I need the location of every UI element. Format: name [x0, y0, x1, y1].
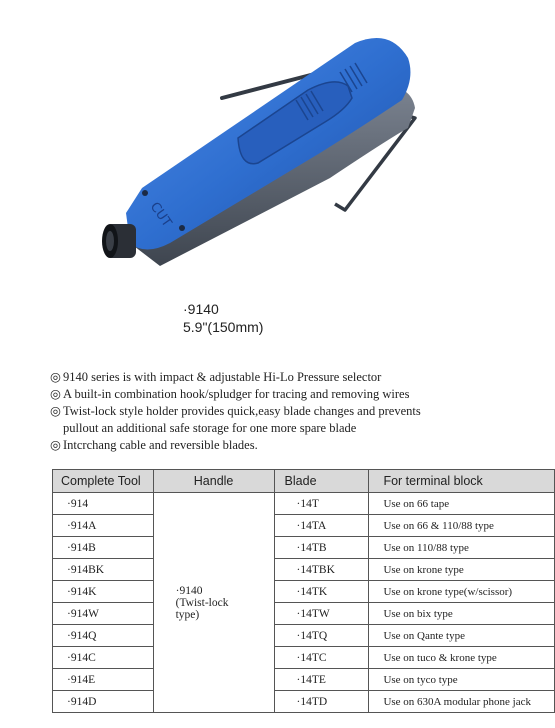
cell-blade: ·14T — [274, 493, 369, 515]
cell-terminal: Use on 66 & 110/88 type — [369, 515, 555, 537]
cell-tool: ·914Q — [53, 625, 154, 647]
feature-list — [50, 369, 530, 454]
cell-tool: ·914 — [53, 493, 154, 515]
cell-blade: ·14TW — [274, 603, 369, 625]
cell-tool: ·914BK — [53, 559, 154, 581]
cell-blade: ·14TB — [274, 537, 369, 559]
punch-down-tool-image — [90, 28, 430, 278]
bullet-icon: ◎ — [50, 438, 61, 452]
model-info — [183, 300, 263, 336]
cell-terminal: Use on krone type(w/scissor) — [369, 581, 555, 603]
bullet-icon: ◎ — [50, 404, 61, 418]
cell-tool: ·914K — [53, 581, 154, 603]
cell-terminal: Use on tuco & krone type — [369, 647, 555, 669]
table-row — [53, 559, 555, 581]
cell-tool: ·914B — [53, 537, 154, 559]
table-row — [53, 537, 555, 559]
bullet-icon: ◎ — [50, 370, 61, 384]
model-size: 5.9"(150mm) — [183, 319, 264, 335]
cell-terminal: Use on bix type — [369, 603, 555, 625]
feature-item — [50, 369, 530, 386]
cell-blade: ·14TC — [274, 647, 369, 669]
punch-down-tool-icon — [90, 28, 430, 278]
feature-item — [50, 386, 530, 403]
bullet-icon: ◎ — [50, 387, 61, 401]
header-terminal-block: For terminal block — [369, 470, 555, 493]
table-row — [53, 669, 555, 691]
cell-terminal: Use on 630A modular phone jack — [369, 691, 555, 713]
cell-tool: ·914C — [53, 647, 154, 669]
cell-blade: ·14TD — [274, 691, 369, 713]
cell-terminal: Use on krone type — [369, 559, 555, 581]
table-row — [53, 625, 555, 647]
cell-blade: ·14TA — [274, 515, 369, 537]
cell-blade: ·14TE — [274, 669, 369, 691]
cell-tool: ·914E — [53, 669, 154, 691]
cell-terminal: Use on tyco type — [369, 669, 555, 691]
cell-tool: ·914A — [53, 515, 154, 537]
cell-terminal: Use on 66 tape — [369, 493, 555, 515]
feature-text: A built-in combination hook/spludger for tracing and removing wires — [63, 387, 410, 401]
spec-table — [52, 469, 555, 713]
cell-terminal: Use on Qante type — [369, 625, 555, 647]
cell-terminal: Use on 110/88 type — [369, 537, 555, 559]
feature-continuation: pullout an additional safe storage for one more spare blade — [63, 421, 357, 435]
feature-item — [50, 437, 530, 454]
feature-item — [50, 403, 530, 437]
table-row — [53, 691, 555, 713]
feature-text: Intcrchang cable and reversible blades. — [63, 438, 258, 452]
table-row — [53, 515, 555, 537]
table-row — [53, 493, 555, 515]
header-complete-tool: Complete Tool — [53, 470, 154, 493]
cell-blade: ·14TQ — [274, 625, 369, 647]
header-handle: Handle — [153, 470, 274, 493]
feature-text: Twist-lock style holder provides quick,easy blade changes and prevents — [63, 404, 421, 418]
cell-tool: ·914D — [53, 691, 154, 713]
cell-blade: ·14TBK — [274, 559, 369, 581]
table-row — [53, 581, 555, 603]
tool-cut-label: CUT — [146, 199, 175, 231]
cell-handle — [153, 493, 274, 713]
table-row — [53, 603, 555, 625]
feature-text: 9140 series is with impact & adjustable Hi-Lo Pressure selector — [63, 370, 382, 384]
cell-blade: ·14TK — [274, 581, 369, 603]
handle-text: ·9140 (Twist-lock type) — [175, 584, 229, 621]
header-blade: Blade — [274, 470, 369, 493]
table-header-row — [53, 470, 555, 493]
model-code: ·9140 — [183, 301, 219, 317]
cell-tool: ·914W — [53, 603, 154, 625]
table-row — [53, 647, 555, 669]
